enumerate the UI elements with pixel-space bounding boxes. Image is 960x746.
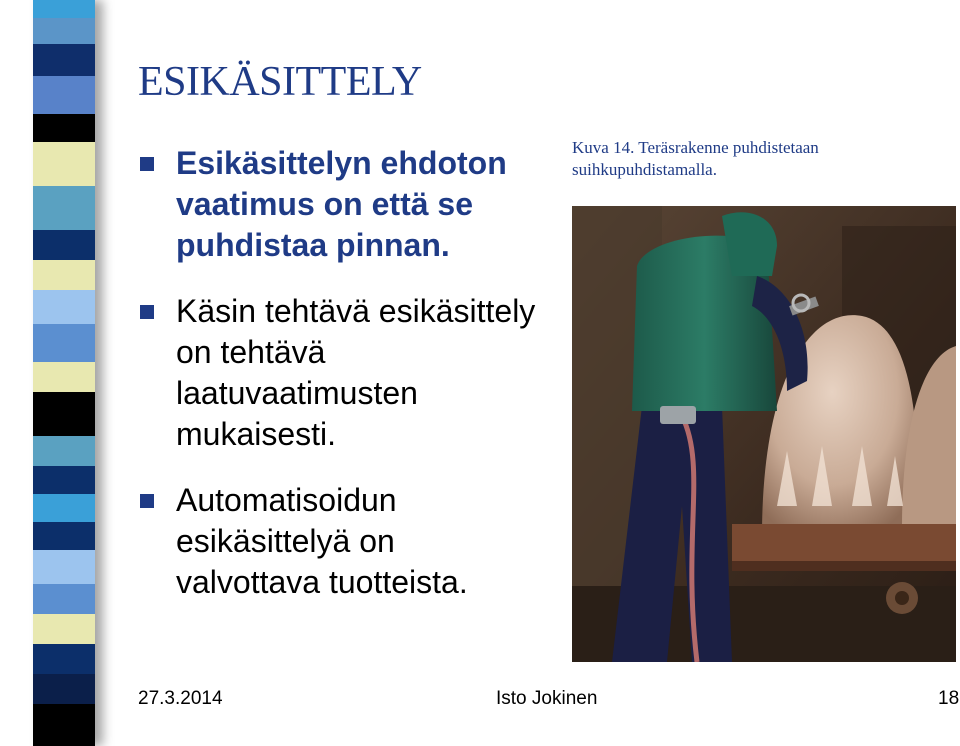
stripe xyxy=(33,584,95,614)
stripe xyxy=(33,704,95,746)
stripe xyxy=(33,614,95,644)
slide-title: ESIKÄSITTELY xyxy=(138,59,422,105)
stripe xyxy=(33,494,95,522)
decorative-stripe-bar xyxy=(33,0,95,746)
stripe xyxy=(33,436,95,466)
page-number: 18 xyxy=(938,688,960,709)
stripe xyxy=(33,550,95,584)
bullet-text: Esikäsittelyn ehdoton vaatimus on että se puhdistaa pinnan. xyxy=(176,145,507,263)
stripe xyxy=(33,186,95,230)
bullet-text: Automatisoidun esikäsittelyä on valvottava tuotteista. xyxy=(176,482,468,600)
stripe xyxy=(33,392,95,436)
stripe xyxy=(33,142,95,186)
bullet-text: Käsin tehtävä esikäsittely on tehtävä laatuvaatimusten mukaisesti. xyxy=(176,293,536,452)
stripe xyxy=(33,18,95,44)
stripe xyxy=(33,674,95,704)
footer-date: 27.3.2014 xyxy=(138,688,223,709)
stripe xyxy=(33,324,95,362)
footer-author: Isto Jokinen xyxy=(496,688,598,709)
figure-caption: Kuva 14. Teräsrakenne puhdistetaan suihkupuhdistamalla. xyxy=(572,138,819,179)
stripe xyxy=(33,114,95,142)
stripe xyxy=(33,44,95,76)
stripe xyxy=(33,0,95,18)
stripe xyxy=(33,466,95,494)
square-bullet-icon xyxy=(140,494,154,508)
stripe xyxy=(33,522,95,550)
stripe xyxy=(33,260,95,290)
stripe xyxy=(33,644,95,674)
sandblasting-photo-illustration xyxy=(572,206,956,662)
figure-photo xyxy=(572,206,956,662)
stripe xyxy=(33,230,95,260)
stripe xyxy=(33,362,95,392)
stripe xyxy=(33,76,95,114)
square-bullet-icon xyxy=(140,305,154,319)
square-bullet-icon xyxy=(140,157,154,171)
stripe xyxy=(33,290,95,324)
